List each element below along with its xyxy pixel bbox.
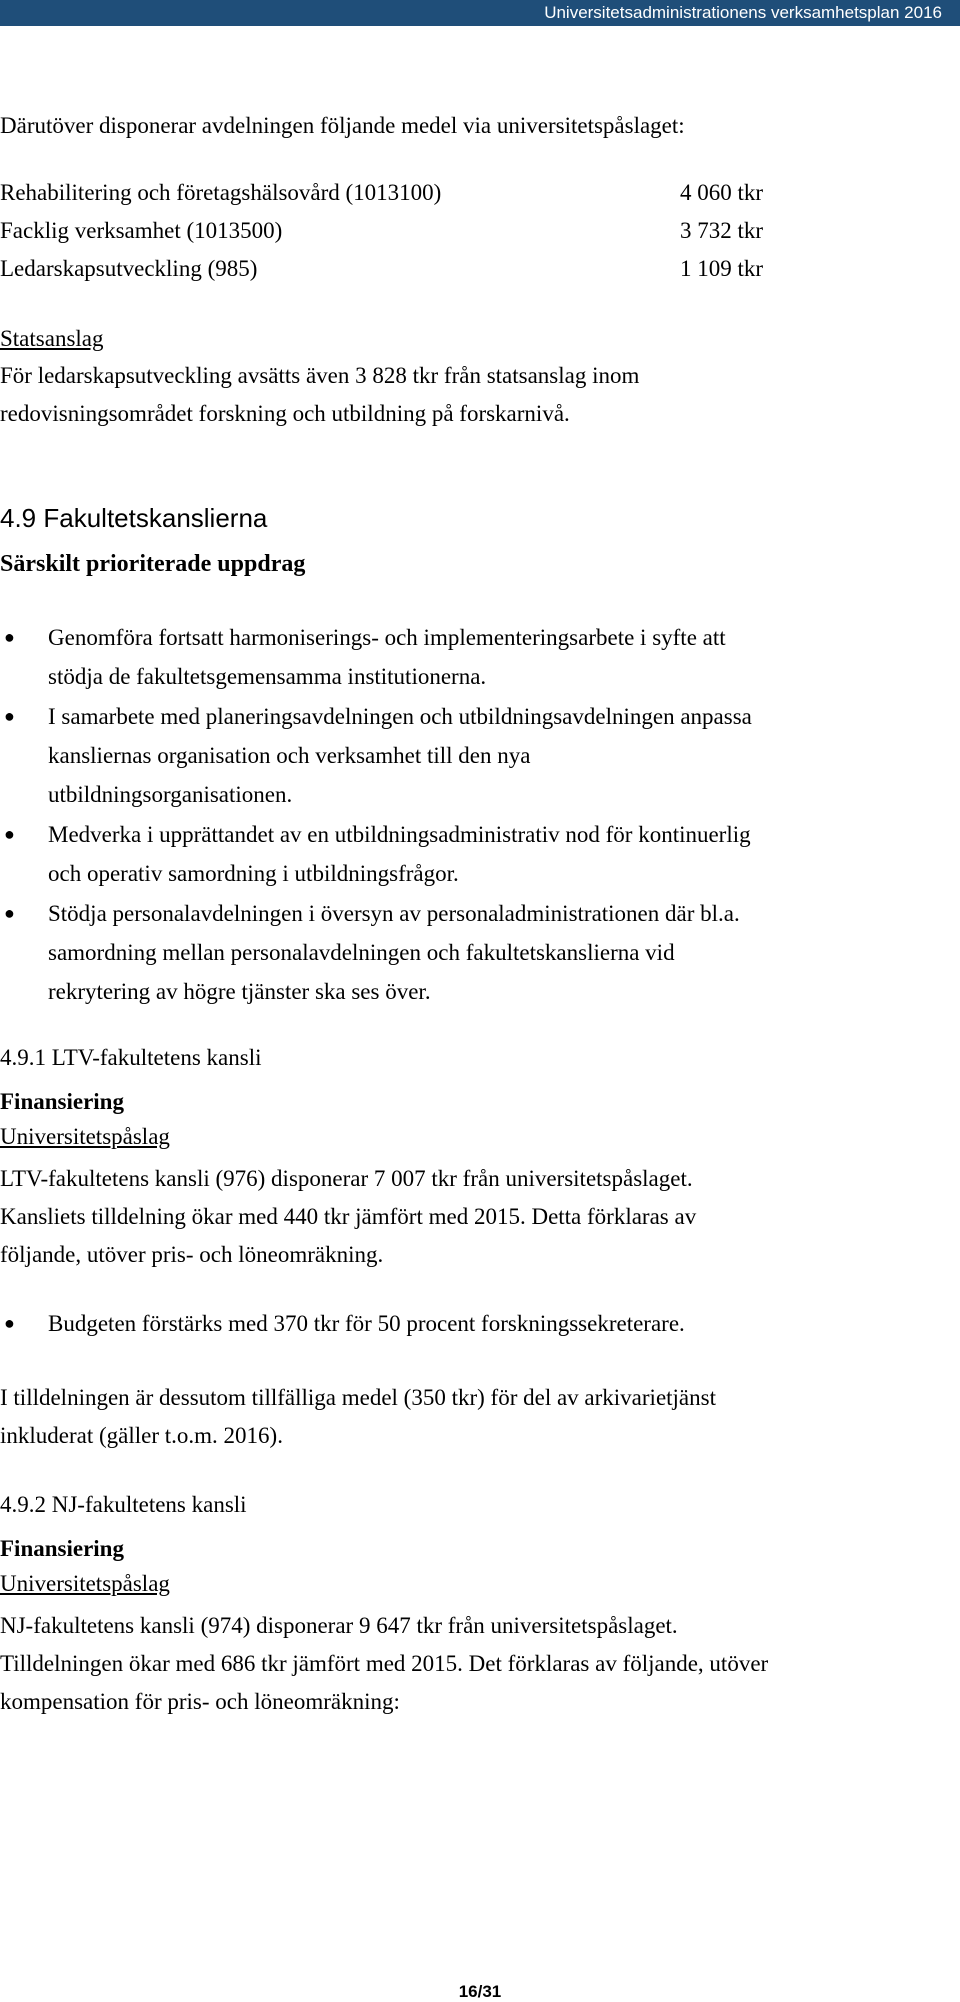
list-item-line: Budgeten förstärks med 370 tkr för 50 procent forskningssekreterare.: [48, 1311, 685, 1336]
ltv-finansiering: Finansiering: [0, 1089, 124, 1114]
ltv-paragraph2-line: I tilldelningen är dessutom tillfälliga medel (350 tkr) för del av arkivarietjänst: [0, 1385, 716, 1410]
list-item-line: kansliernas organisation och verksamhet till den nya: [48, 743, 531, 768]
list-item: [0, 894, 955, 1011]
statsanslag-line: För ledarskapsutveckling avsätts även 3 828 tkr från statsanslag inom: [0, 363, 640, 388]
allocation-amount: 4 060 tkr: [680, 180, 764, 205]
nj-finansiering: Finansiering: [0, 1536, 124, 1561]
list-item-line: Genomföra fortsatt harmoniserings- och implementeringsarbete i syfte att: [48, 625, 726, 650]
nj-paragraph-line: kompensation för pris- och löneomräkning:: [0, 1689, 400, 1714]
bullet-icon: ●: [4, 706, 15, 726]
intro-paragraph: Därutöver disponerar avdelningen följande medel via universitetspåslaget:: [0, 113, 685, 138]
list-item-line: stödja de fakultetsgemensamma institutionerna.: [48, 664, 487, 689]
statsanslag-line: redovisningsområdet forskning och utbildning på forskarnivå.: [0, 401, 570, 426]
list-item: [0, 815, 955, 893]
list-item-line: Medverka i upprättandet av en utbildningsadministrativ nod för kontinuerlig: [48, 822, 751, 847]
ltv-heading: 4.9.1 LTV-fakultetens kansli: [0, 1045, 262, 1070]
bullet-icon: ●: [4, 627, 15, 647]
page-header: [0, 0, 960, 26]
nj-universitetspaslag: Universitetspåslag: [0, 1571, 170, 1596]
list-item-line: utbildningsorganisationen.: [48, 782, 293, 807]
ltv-universitetspaslag: Universitetspåslag: [0, 1124, 170, 1149]
nj-paragraph-line: Tilldelningen ökar med 686 tkr jämfört med 2015. Det förklaras av följande, utöver: [0, 1651, 769, 1676]
statsanslag-heading: Statsanslag: [0, 326, 104, 351]
priority-list: [0, 618, 955, 1011]
page-number: 16/31: [458, 1982, 502, 2001]
allocation-amount: 1 109 tkr: [680, 256, 764, 281]
ltv-paragraph-line: följande, utöver pris- och löneomräkning.: [0, 1242, 384, 1267]
list-item: [0, 618, 955, 696]
allocation-row: [0, 250, 955, 288]
nj-paragraph-line: NJ-fakultetens kansli (974) disponerar 9 647 tkr från universitetspåslaget.: [0, 1613, 678, 1638]
ltv-paragraph2-line: inkluderat (gäller t.o.m. 2016).: [0, 1423, 283, 1448]
allocation-name: Rehabilitering och företagshälsovård (1013100): [0, 180, 442, 205]
allocation-row: [0, 212, 955, 250]
list-item-line: rekrytering av högre tjänster ska ses över.: [48, 979, 431, 1004]
ltv-list: [0, 1304, 955, 1343]
bullet-icon: ●: [4, 903, 15, 923]
allocation-name: Facklig verksamhet (1013500): [0, 218, 283, 243]
list-item-line: Stödja personalavdelningen i översyn av personaladministrationen där bl.a.: [48, 901, 740, 926]
nj-heading: 4.9.2 NJ-fakultetens kansli: [0, 1492, 247, 1517]
list-item: [0, 1304, 955, 1343]
bullet-icon: ●: [4, 824, 15, 844]
section-subheading: Särskilt prioriterade uppdrag: [0, 551, 306, 577]
bullet-icon: ●: [4, 1313, 15, 1333]
allocation-row: [0, 174, 955, 212]
list-item-line: och operativ samordning i utbildningsfrågor.: [48, 861, 459, 886]
section-heading: 4.9 Fakultetskanslierna: [0, 503, 268, 533]
list-item: [0, 697, 955, 814]
ltv-paragraph-line: LTV-fakultetens kansli (976) disponerar 7 007 tkr från universitetspåslaget.: [0, 1166, 693, 1191]
ltv-paragraph-line: Kansliets tilldelning ökar med 440 tkr jämfört med 2015. Detta förklaras av: [0, 1204, 697, 1229]
allocation-amount: 3 732 tkr: [680, 218, 764, 243]
header-title: Universitetsadministrationens verksamhetsplan 2016: [544, 3, 942, 22]
list-item-line: I samarbete med planeringsavdelningen och utbildningsavdelningen anpassa: [48, 704, 752, 729]
allocation-name: Ledarskapsutveckling (985): [0, 256, 258, 281]
list-item-line: samordning mellan personalavdelningen och fakultetskanslierna vid: [48, 940, 675, 965]
